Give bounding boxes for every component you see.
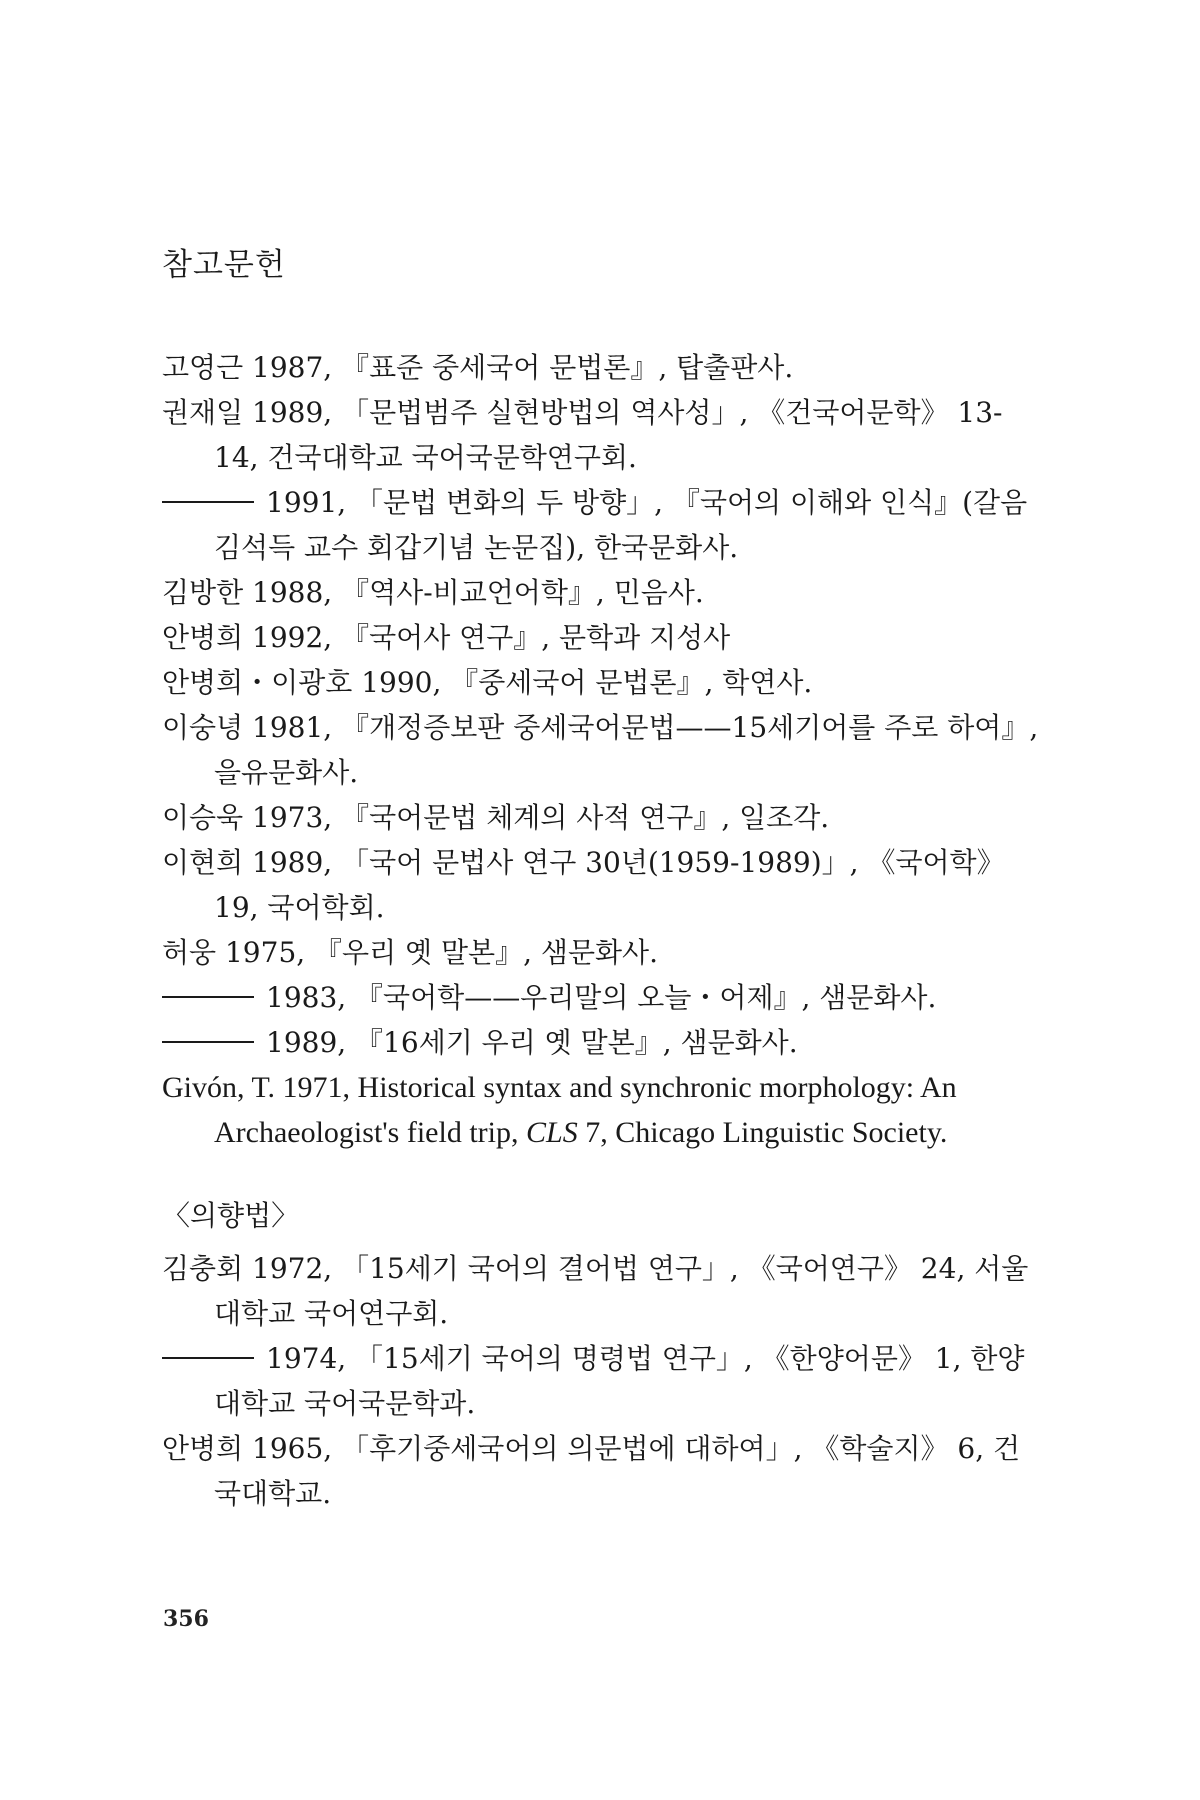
repeat-author-dash bbox=[162, 996, 254, 998]
page-body bbox=[162, 245, 1042, 1516]
reference-entry: 이승욱 1973, 『국어문법 체계의 사적 연구』, 일조각. bbox=[162, 801, 830, 834]
repeat-author-dash bbox=[162, 1357, 254, 1359]
page-title: 참고문헌 bbox=[162, 247, 286, 283]
reference-entry bbox=[162, 1336, 1042, 1426]
reference-entry: 권재일 1989, 「문법범주 실현방법의 역사성」, 《건국어문학》 13-14, 건국대학교 국어국문학연구회. bbox=[162, 396, 1003, 474]
repeat-author-dash bbox=[162, 1041, 254, 1043]
reference-text: 1991, 「문법 변화의 두 방향」, 『국어의 이해와 인식』(갈음 김석득 교수 회갑기념 논문집), 한국문화사. bbox=[214, 486, 1028, 564]
reference-text: 1989, 『16세기 우리 옛 말본』, 샘문화사. bbox=[266, 1026, 798, 1059]
repeat-author-dash bbox=[162, 501, 254, 503]
reference-entry: 이숭녕 1981, 『개정증보판 중세국어문법——15세기어를 주로 하여』, 을유문화사. bbox=[162, 711, 1039, 789]
reference-entry: 안병희 1965, 「후기중세국어의 의문법에 대하여」, 《학술지》 6, 건국대학교. bbox=[162, 1432, 1021, 1510]
reference-text-tail: 7, Chicago Linguistic Society. bbox=[577, 1116, 948, 1149]
reference-entry: 이현희 1989, 「국어 문법사 연구 30년(1959-1989)」, 《국어학》 19, 국어학회. bbox=[162, 846, 1005, 924]
page-number: 356 bbox=[163, 1606, 209, 1632]
reference-entry bbox=[162, 1020, 1042, 1065]
journal-abbreviation: CLS bbox=[526, 1116, 578, 1149]
reference-text: Givón, T. 1971, Historical syntax and synchronic morphology: An Archaeologist's field trip, bbox=[162, 1071, 957, 1149]
reference-entry: 김충회 1972, 「15세기 국어의 결어법 연구」, 《국어연구》 24, 서울대학교 국어연구회. bbox=[162, 1252, 1029, 1330]
reference-list-mood bbox=[162, 1246, 1042, 1516]
reference-text: 1983, 『국어학——우리말의 오늘・어제』, 샘문화사. bbox=[266, 981, 937, 1014]
reference-entry bbox=[162, 975, 1042, 1020]
reference-entry: 허웅 1975, 『우리 옛 말본』, 샘문화사. bbox=[162, 936, 658, 969]
section-title: 〈의향법〉 bbox=[162, 1199, 300, 1232]
reference-entry: 김방한 1988, 『역사-비교언어학』, 민음사. bbox=[162, 576, 704, 609]
reference-entry-givon bbox=[162, 1065, 1042, 1155]
reference-entry: 안병희・이광호 1990, 『중세국어 문법론』, 학연사. bbox=[162, 666, 813, 699]
reference-entry: 고영근 1987, 『표준 중세국어 문법론』, 탑출판사. bbox=[162, 351, 794, 384]
reference-entry bbox=[162, 480, 1042, 570]
reference-entry: 안병희 1992, 『국어사 연구』, 문학과 지성사 bbox=[162, 621, 731, 654]
reference-text: 1974, 「15세기 국어의 명령법 연구」, 《한양어문》 1, 한양대학교 국어국문학과. bbox=[214, 1342, 1025, 1420]
reference-list bbox=[162, 345, 1042, 1155]
